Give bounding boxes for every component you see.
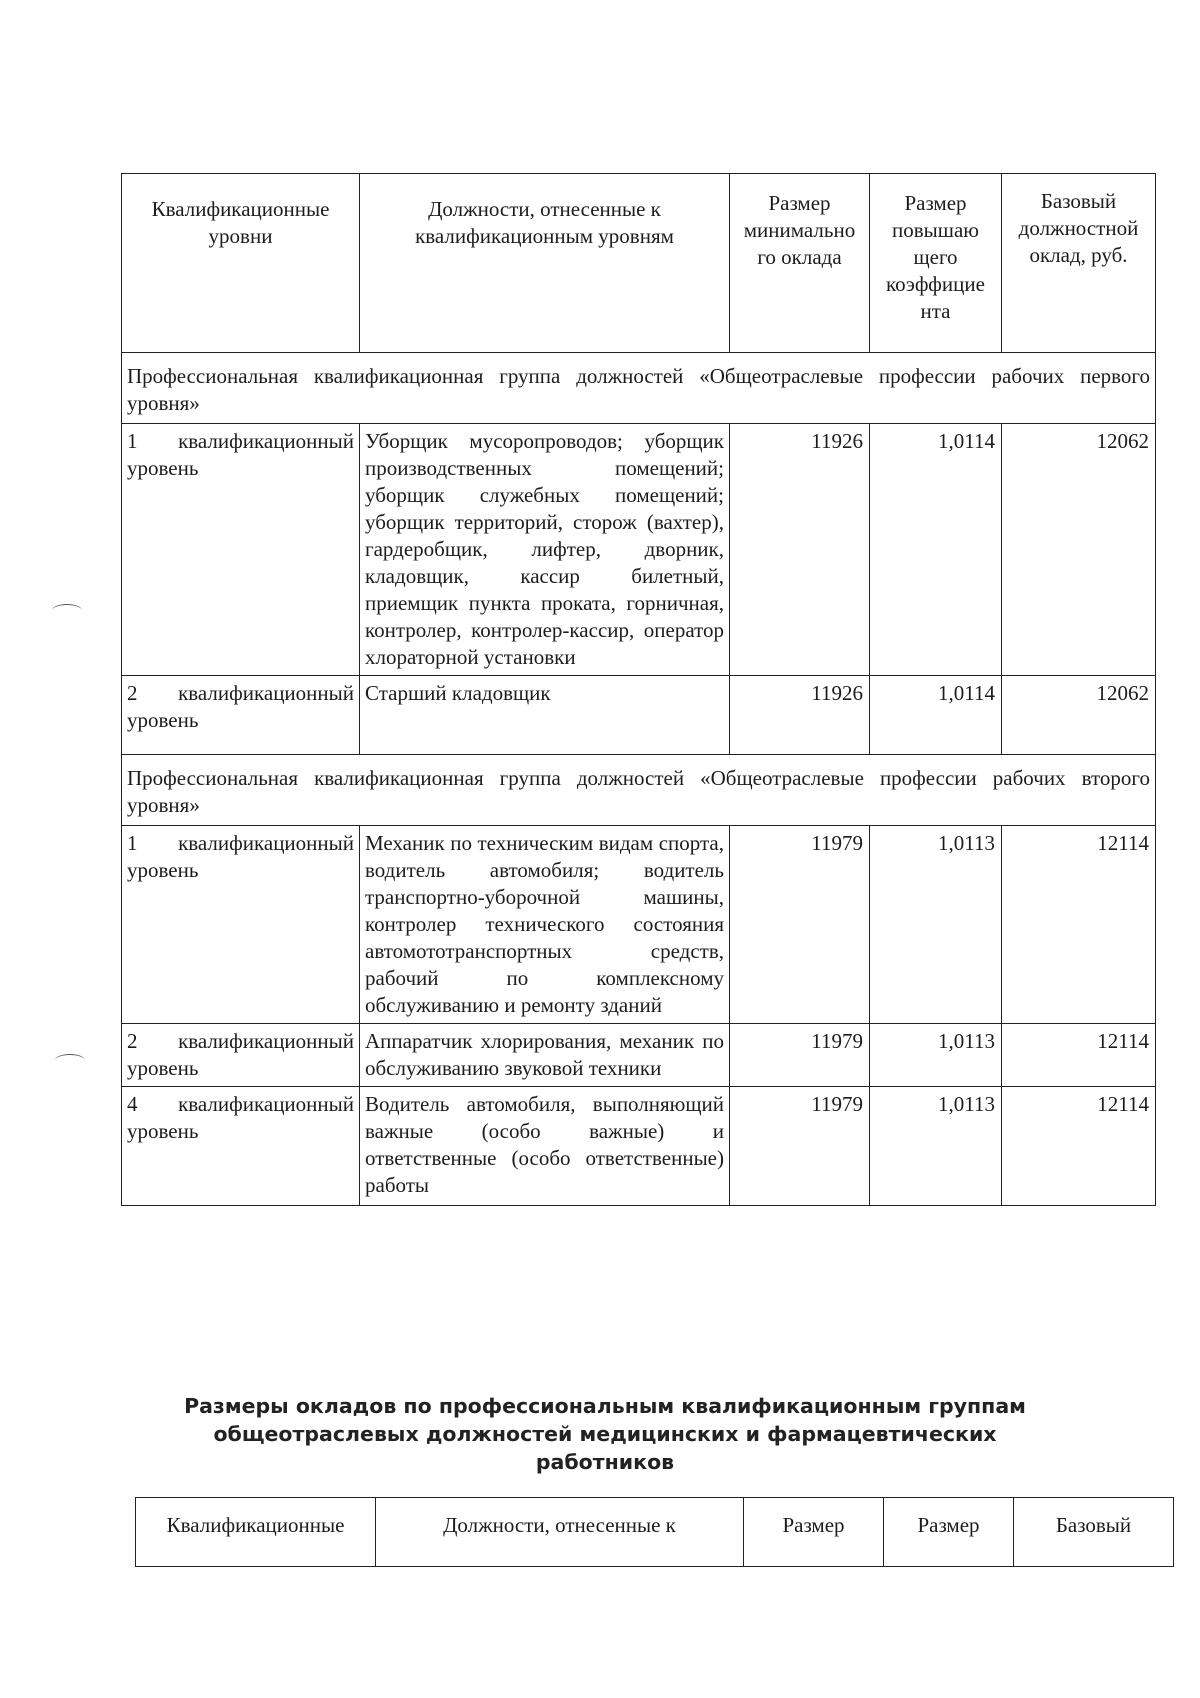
row-coefficient: 1,0113 [870,826,1002,1024]
row-min-salary: 11979 [730,1087,870,1206]
header-positions: Должности, отнесенные к [376,1498,744,1567]
header-min-salary: Размер [744,1498,884,1567]
header-level: Квалификационные уровни [122,174,360,353]
table-row [122,826,1156,1024]
row-min-salary: 11979 [730,1024,870,1087]
row-positions: Уборщик мусоропроводов; уборщик производственных помещений; уборщик служебных помещений; уборщик территорий, сторож (вахтер), гардеробщик, лифтер, дворник, кладовщик, кассир билетный, приемщик пункта проката, горничная, контролер, контролер-кассир, оператор хлораторной установки [360,424,730,676]
table-header-row [122,174,1156,353]
row-coefficient: 1,0113 [870,1024,1002,1087]
header-level: Квалификационные [136,1498,376,1567]
section-heading: Размеры окладов по профессиональным квалификационным группам общеотраслевых должностей медицинских и фармацевтических работников [184,1394,1026,1474]
row-level: 2 квалификационный уровень [122,676,360,755]
group-1-title: Профессиональная квалификационная группа должностей «Общеотраслевые профессии рабочих первого уровня» [122,353,1156,424]
header-base-salary: Базовый [1014,1498,1174,1567]
salary-table-workers [121,173,1156,1206]
header-min-salary: Размер минимально го оклада [730,174,870,353]
row-positions: Аппаратчик хлорирования, механик по обслуживанию звуковой техники [360,1024,730,1087]
row-level: 1 квалификационный уровень [122,826,360,1024]
table-header-row [136,1498,1174,1567]
table-row [122,1024,1156,1087]
header-positions: Должности, отнесенные к квалификационным уровням [360,174,730,353]
row-min-salary: 11926 [730,424,870,676]
row-coefficient: 1,0114 [870,676,1002,755]
punch-mark [52,604,82,617]
row-coefficient: 1,0113 [870,1087,1002,1206]
row-level: 4 квалификационный уровень [122,1087,360,1206]
row-min-salary: 11926 [730,676,870,755]
row-positions: Старший кладовщик [360,676,730,755]
punch-mark [55,1054,85,1067]
table-row [122,1087,1156,1206]
salary-table-medical [135,1497,1174,1567]
header-coefficient: Размер [884,1498,1014,1567]
group-2-title: Профессиональная квалификационная группа должностей «Общеотраслевые профессии рабочих второго уровня» [122,755,1156,826]
row-positions: Механик по техническим видам спорта, водитель автомобиля; водитель транспортно-уборочной машины, контролер технического состояния автомототранспортных средств, рабочий по комплексному обслуживанию и ремонту зданий [360,826,730,1024]
row-base-salary: 12062 [1002,424,1156,676]
header-coefficient: Размер повышаю щего коэффицие нта [870,174,1002,353]
row-level: 1 квалификационный уровень [122,424,360,676]
row-base-salary: 12114 [1002,826,1156,1024]
row-base-salary: 12062 [1002,676,1156,755]
table-row [122,676,1156,755]
row-base-salary: 12114 [1002,1087,1156,1206]
group-title-row [122,755,1156,826]
row-coefficient: 1,0114 [870,424,1002,676]
table-row [122,424,1156,676]
row-min-salary: 11979 [730,826,870,1024]
row-positions: Водитель автомобиля, выполняющий важные (особо важные) и ответственные (особо ответственные) работы [360,1087,730,1206]
header-base-salary: Базовый должностной оклад, руб. [1002,174,1156,353]
group-title-row [122,353,1156,424]
row-level: 2 квалификационный уровень [122,1024,360,1087]
row-base-salary: 12114 [1002,1024,1156,1087]
